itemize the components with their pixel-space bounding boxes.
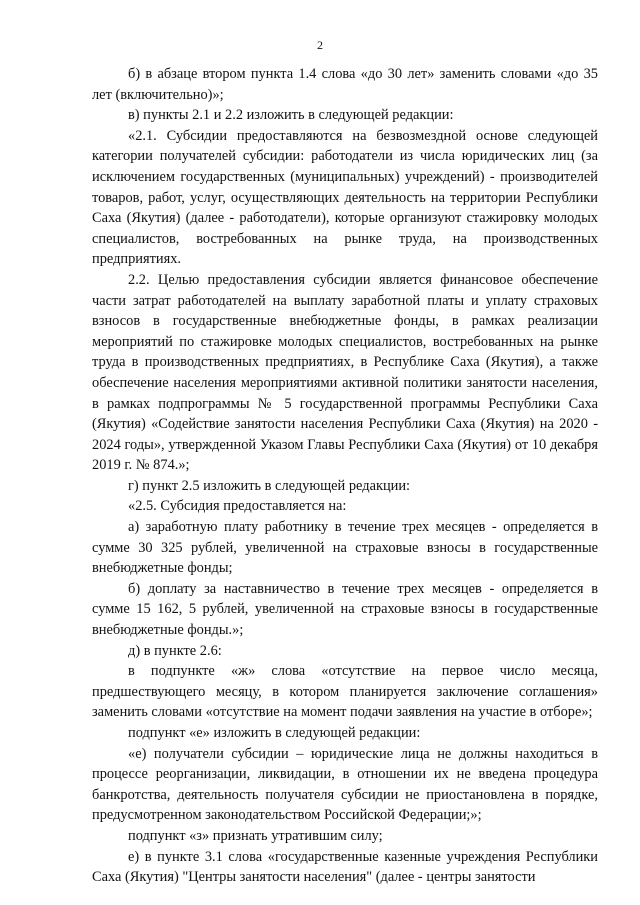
paragraph-1b-age-limit: б) в абзаце втором пункта 1.4 слова «до 30 лет» заменить словами «до 35 лет (включительно)»; <box>92 66 598 103</box>
paragraph-subpoint-zh: в подпункте «ж» слова «отсутствие на первое число месяца, предшествующего месяцу, в котором планируется заключение соглашения» заменить словами «отсутствие на момент подачи заявления на участие в отборе»; <box>92 663 598 721</box>
paragraph-subpoint-e-intro: подпункт «е» изложить в следующей редакции: <box>128 725 421 741</box>
paragraph-1e-point-3-1: е) в пункте 3.1 слова «государственные казенные учреждения Республики Саха (Якутия) "Центры занятости населения" (далее - центры занятости <box>92 848 598 886</box>
paragraph-2-5: «2.5. Субсидия предоставляется на: <box>128 498 347 515</box>
paragraph-1v-intro: в) пункты 2.1 и 2.2 изложить в следующей редакции: <box>128 107 454 124</box>
page-number: 2 <box>317 38 323 52</box>
paragraph-2-5-a: а) заработную плату работнику в течение трех месяцев - определяется в сумме 30 325 рублей, увеличенной на страховые взносы в государственные внебюджетные фонды; <box>92 519 598 577</box>
paragraph-2-2: 2.2. Целью предоставления субсидии является финансовое обеспечение части затрат работодателей на выплату заработной платы и уплату страховых взносов в государственные внебюджетные фонды, в рамках реализации мероприятий по стажировке молодых специалистов, востребованных на рынке труда в производственных предприятиях, в Республике Саха (Якутия), а также обеспечение населения мероприятиями активной политики занятости населения, в рамках подпрограммы № 5 государственной программы Республики Саха (Якутия) «Содействие занятости населения Республики Саха (Якутия) на 2020 - 2024 годы», утвержденной Указом Главы Республики Саха (Якутия) от 10 декабря 2019 г. № 874.»; <box>92 271 598 474</box>
paragraph-1g-intro: г) пункт 2.5 изложить в следующей редакции: <box>128 477 411 494</box>
paragraph-1d-intro: д) в пункте 2.6: <box>128 642 222 659</box>
paragraph-2-1: «2.1. Субсидии предоставляются на безвозмездной основе следующей категории получателей субсидии: работодатели из числа юридических лиц (за исключением государственных (муниципальных) учреждений) - производителей товаров, работ, услуг, осуществляющих деятельность на территории Республики Саха (Якутия) (далее - работодатели), которые организуют стажировку молодых специалистов, востребованных на рынке труда, на производственных предприятиях. <box>92 127 598 268</box>
paragraph-subpoint-z: подпункт «з» признать утратившим силу; <box>128 827 383 844</box>
paragraph-subpoint-e: «е) получатели субсидии – юридические лица не должны находиться в процессе реорганизации, ликвидации, в отношении их не введена процедура банкротства, деятельность получателя субсидии не приостановлена в порядке, предусмотренном законодательством Российской Федерации;»; <box>92 745 598 824</box>
document-body <box>92 64 598 888</box>
paragraph-2-5-b: б) доплату за наставничество в течение трех месяцев - определяется в сумме 15 162, 5 рублей, увеличенной на страховые взносы в государственные внебюджетные фонды.»; <box>92 580 598 639</box>
